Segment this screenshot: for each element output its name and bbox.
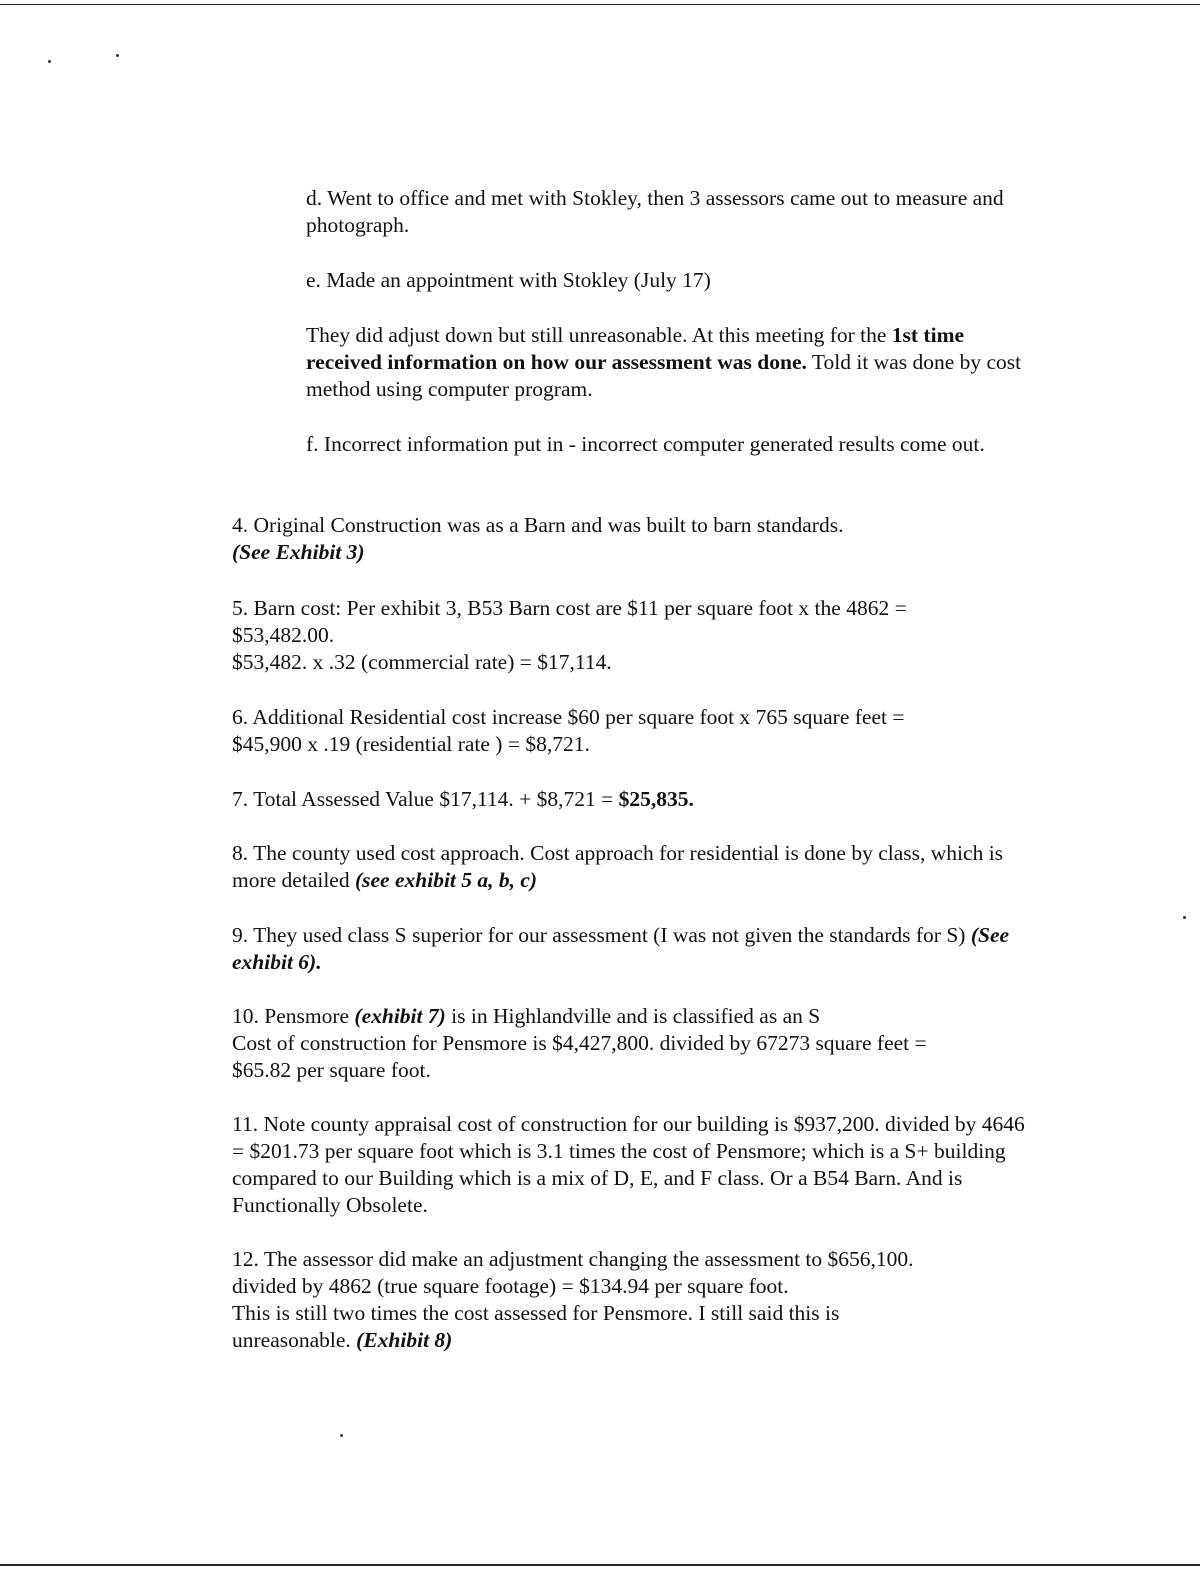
scan-bottom-border: [0, 1564, 1200, 1566]
item-8-text: 8. The county used cost approach. Cost approach for residential is done by class, which is more detailed: [232, 841, 1004, 892]
item-9: [232, 922, 1032, 976]
item-f: f. Incorrect information put in - incorrect computer generated results come out.: [306, 432, 985, 456]
item-9-text: 9. They used class S superior for our assessment (I was not given the standards for S): [232, 923, 971, 947]
scan-speck: [48, 60, 51, 63]
item-12-line: unreasonable.: [232, 1328, 357, 1352]
item-7-text: 7. Total Assessed Value $17,114. + $8,721 =: [232, 787, 619, 811]
item-5-line: $53,482.00.: [232, 623, 335, 647]
exhibit-reference: (see exhibit 5 a, b, c): [354, 868, 538, 892]
item-6: [232, 704, 1032, 758]
scan-speck: [1183, 916, 1186, 919]
note-text: They did adjust down but still unreasonable. At this meeting for the: [306, 323, 892, 347]
item-6-line: $45,900 x .19 (residential rate ) = $8,721.: [232, 732, 590, 756]
scan-top-border: [0, 4, 1200, 5]
item-12-line: This is still two times the cost assessed for Pensmore. I still said this is: [232, 1301, 840, 1325]
item-4-text: 4. Original Construction was as a Barn and was built to barn standards.: [232, 513, 844, 537]
item-e-note: [306, 322, 1026, 403]
item-6-line: 6. Additional Residential cost increase $60 per square foot x 765 square feet =: [232, 705, 905, 729]
exhibit-reference: (See Exhibit 3): [232, 540, 365, 564]
exhibit-reference: (Exhibit 8): [356, 1328, 453, 1352]
scan-speck: [340, 1434, 343, 1437]
note-emphasis: 1st time received information on how our assessment was done.: [306, 323, 965, 374]
item-12: [232, 1246, 1032, 1354]
item-10-line: Cost of construction for Pensmore is $4,427,800. divided by 67273 square feet =: [232, 1031, 927, 1055]
total-assessed-value: $25,835.: [618, 787, 694, 811]
item-8: [232, 840, 1032, 894]
item-10-text: is in Highlandville and is classified as an S: [445, 1004, 821, 1028]
item-4: [232, 512, 1032, 566]
item-5-line: $53,482. x .32 (commercial rate) = $17,114.: [232, 650, 612, 674]
item-11: 11. Note county appraisal cost of construction for our building is $937,200. divided by 4646 = $201.73 per square foot which is 3.1 times the cost of Pensmore; which is a S+ building compared to our Building which is a mix of D, E, and F class. Or a B54 Barn. And is Functionally Obsolete.: [232, 1112, 1025, 1217]
item-7: [232, 786, 1032, 813]
item-e: e. Made an appointment with Stokley (July 17): [306, 268, 711, 292]
item-12-line: divided by 4862 (true square footage) = $134.94 per square foot.: [232, 1274, 789, 1298]
item-5: [232, 595, 1032, 676]
item-d: d. Went to office and met with Stokley, then 3 assessors came out to measure and photograph.: [306, 186, 1004, 237]
item-10-line: $65.82 per square foot.: [232, 1058, 431, 1082]
item-5-line: 5. Barn cost: Per exhibit 3, B53 Barn cost are $11 per square foot x the 4862 =: [232, 596, 907, 620]
note-text: Told it was done by cost method using computer program.: [306, 350, 1022, 401]
scan-speck: [116, 54, 119, 57]
exhibit-reference: (See exhibit 6).: [232, 923, 1010, 974]
item-10: [232, 1003, 1032, 1084]
exhibit-reference: (exhibit 7): [354, 1004, 446, 1028]
item-12-line: 12. The assessor did make an adjustment changing the assessment to $656,100.: [232, 1247, 914, 1271]
item-10-text: 10. Pensmore: [232, 1004, 355, 1028]
